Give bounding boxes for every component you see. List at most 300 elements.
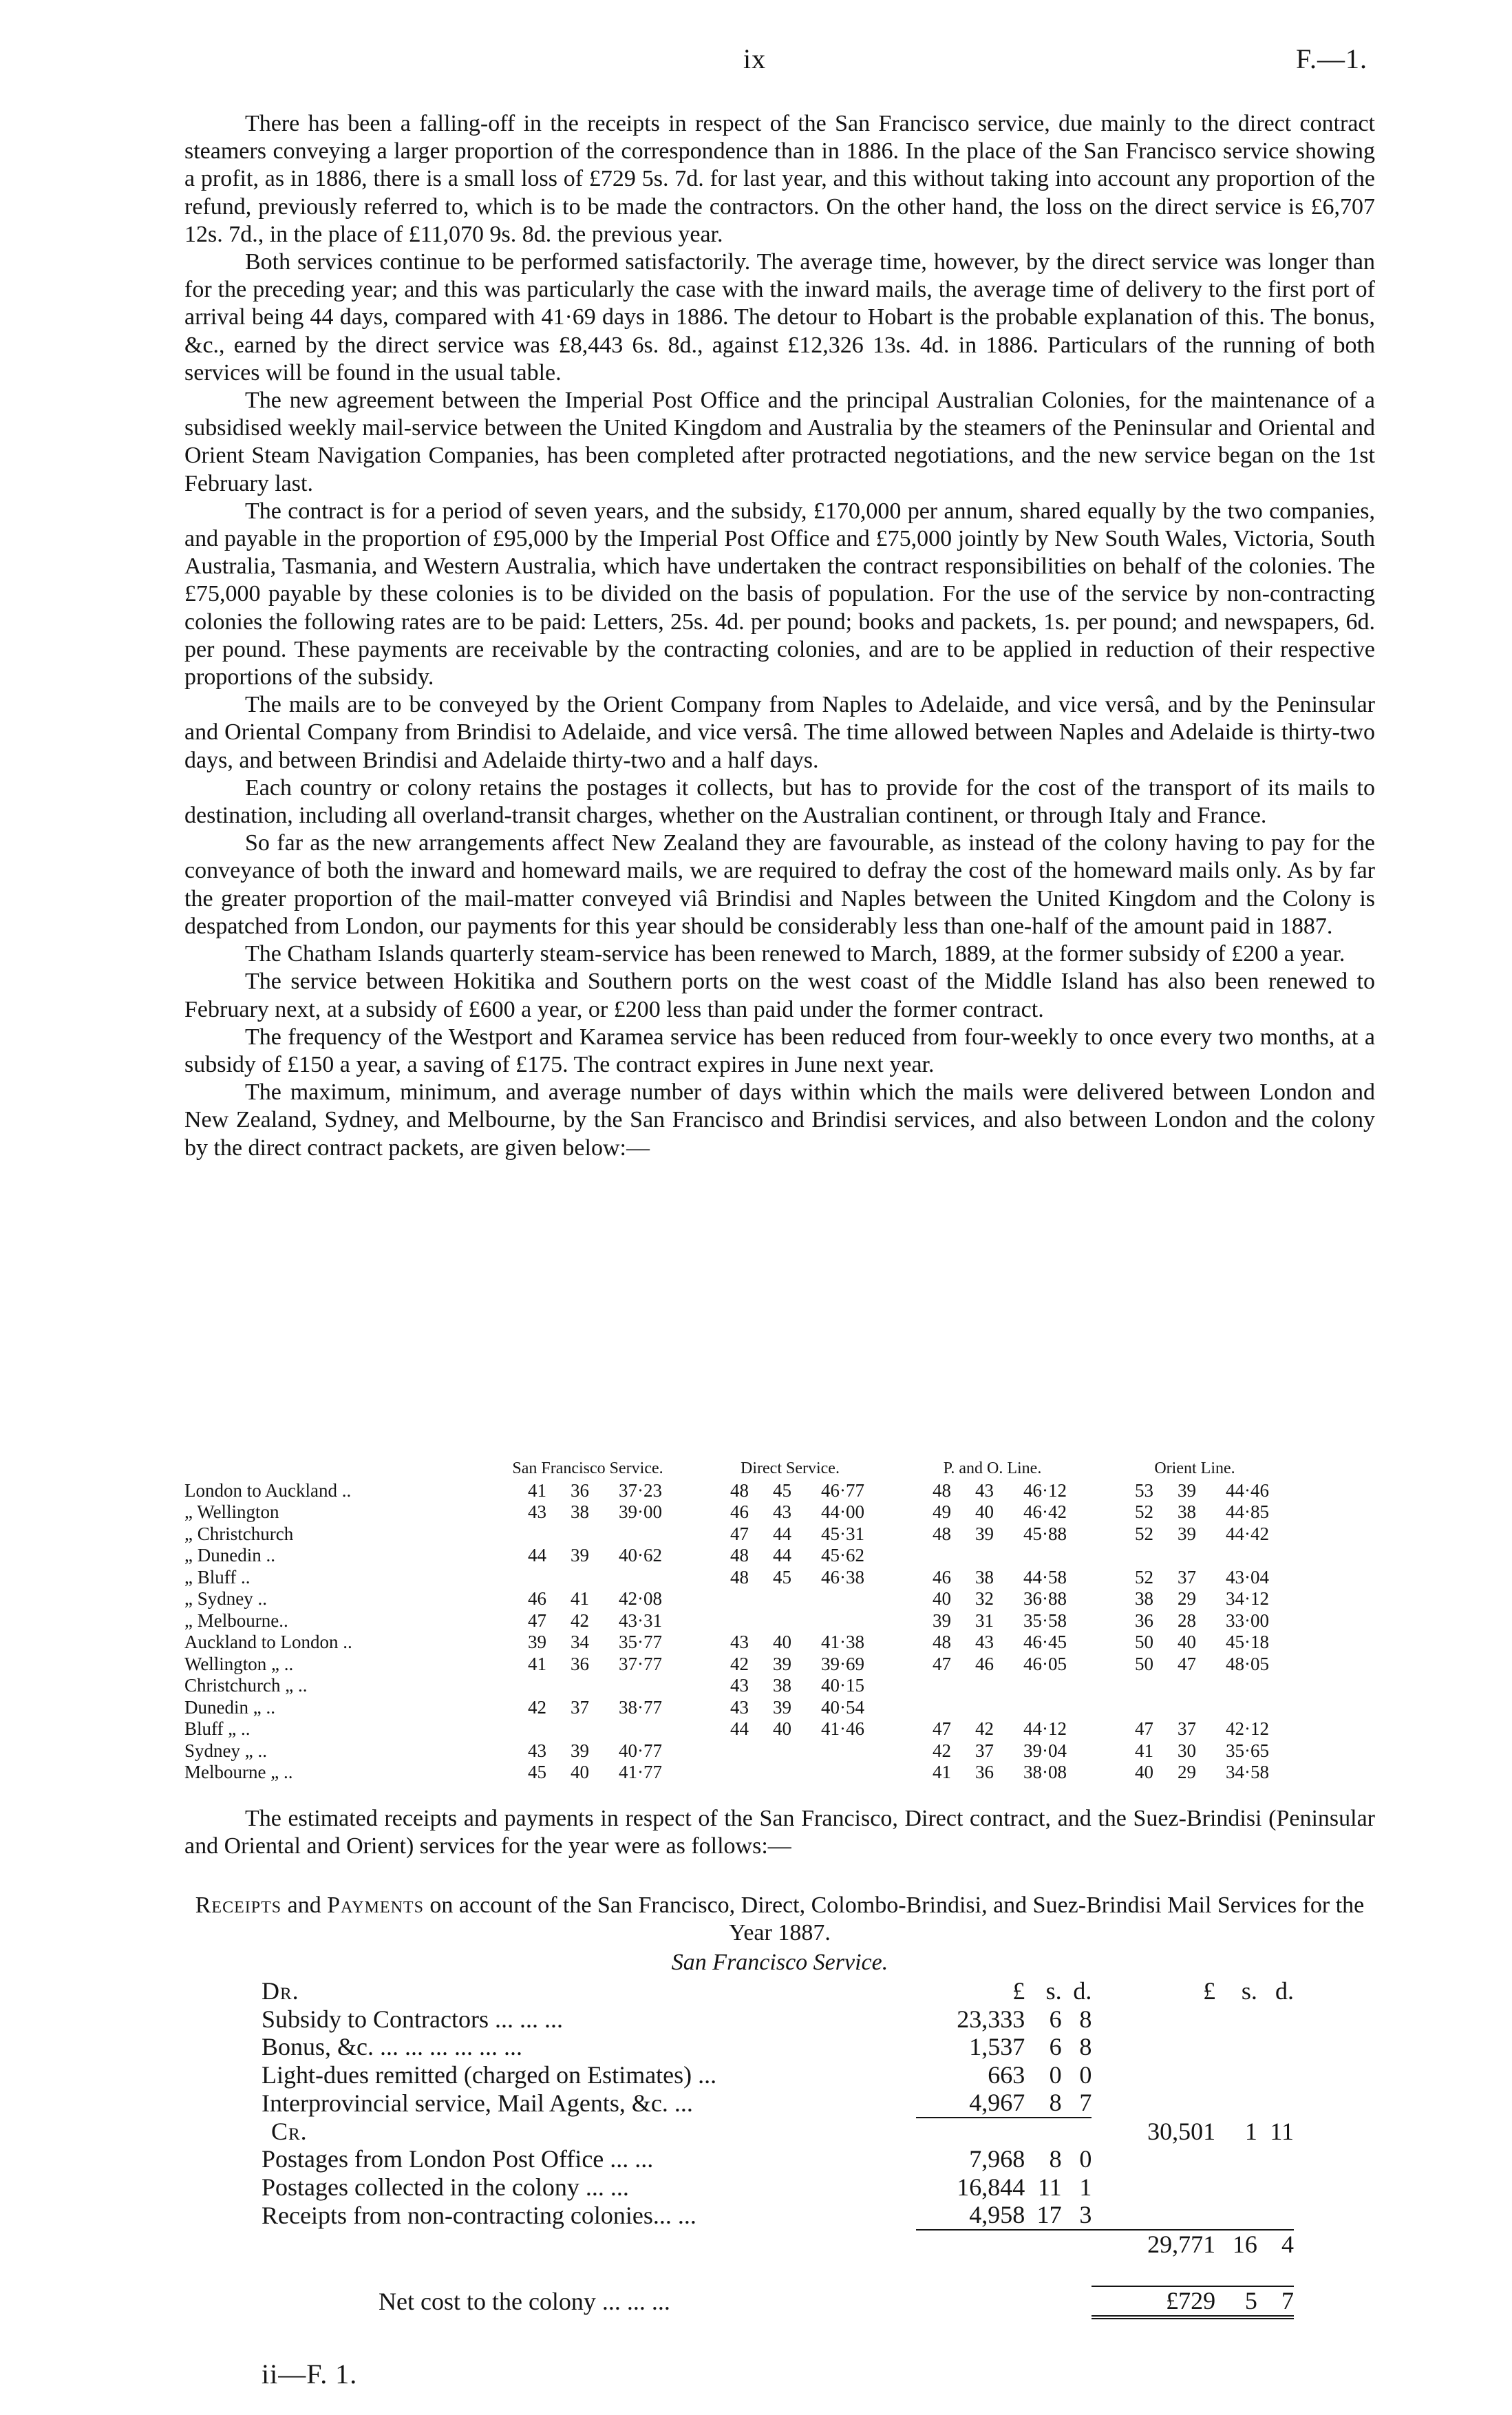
column-gap: [1072, 1654, 1115, 1676]
column-gap: [1072, 1610, 1115, 1632]
table-cell: 38·08: [1023, 1762, 1067, 1782]
table-cell: 42: [975, 1718, 994, 1739]
column-gap: [1072, 1697, 1115, 1719]
column-gap: [1072, 1523, 1115, 1546]
debit-label: Bonus, &c. ... ... ... ... ... ...: [262, 2033, 523, 2060]
table-cell: [551, 1675, 593, 1697]
table-cell: 42: [730, 1653, 749, 1674]
amount: 6: [1049, 2005, 1062, 2033]
table-cell: 40: [1135, 1762, 1153, 1782]
table-cell: 41·77: [619, 1762, 662, 1782]
table-cell: [998, 1545, 1072, 1567]
cr-label: Cr.: [271, 2117, 308, 2145]
column-gap: [668, 1697, 710, 1719]
column-gap: [1072, 1762, 1115, 1784]
heading-text: on account of the San Francisco, Direct, Colombo-Brindisi, and Suez-Brindisi Mail Services for the Year 1887.: [423, 1892, 1365, 1945]
table-cell: 42·12: [1226, 1718, 1269, 1739]
table-cell: 46: [730, 1501, 749, 1522]
column-gap: [870, 1675, 913, 1697]
debit-label: Light-dues remitted (charged on Estimates) ...: [262, 2060, 717, 2089]
table-row: [184, 1632, 1275, 1654]
table-cell: 43·31: [619, 1610, 662, 1631]
delivery-days-table: [184, 1458, 1375, 1784]
table-cell: 46·42: [1023, 1501, 1067, 1522]
route-label: „ Melbourne..: [184, 1610, 288, 1631]
table-cell: 35·58: [1023, 1610, 1067, 1631]
table-cell: 43: [975, 1632, 994, 1652]
column-gap: [668, 1675, 710, 1697]
table-cell: 47: [933, 1718, 951, 1739]
paragraph: The maximum, minimum, and average number of days within which the mails were delivered between London and New Zealand, Sydney, and Melbourne, by the San Francisco and Brindisi services, and also between London and the colony by the direct contract packets, are given below:—: [184, 1079, 1375, 1161]
table-cell: [508, 1718, 551, 1740]
table-cell: 46: [528, 1588, 546, 1609]
body-text: [184, 110, 1375, 1162]
table-cell: 46·45: [1023, 1632, 1067, 1652]
amount: 7: [1079, 2089, 1092, 2116]
column-gap: [668, 1632, 710, 1654]
table-cell: [753, 1588, 796, 1610]
table-cell: [1158, 1545, 1200, 1567]
table-cell: 37·23: [619, 1479, 662, 1501]
column-gap: [668, 1588, 710, 1610]
table-cell: [1115, 1697, 1158, 1719]
table-row: [184, 1480, 1275, 1502]
column-gap: [668, 1545, 710, 1567]
table-cell: 47: [528, 1610, 546, 1631]
currency-header: s.: [1045, 1977, 1062, 2005]
table-cell: [1200, 1675, 1275, 1697]
paragraph: Each country or colony retains the postages it collects, but has to provide for the cost of the transport of its mails to destination, including all overland-transit charges, whether on the Australian continent, or through Italy and France.: [184, 774, 1375, 829]
table-row: [184, 1740, 1275, 1762]
table-cell: 46: [975, 1653, 994, 1674]
closing-text: [184, 1805, 1375, 1860]
table-row: [184, 1610, 1275, 1632]
table-cell: [796, 1762, 870, 1784]
table-cell: 41·46: [821, 1718, 864, 1739]
heading-word: Receipts: [195, 1892, 282, 1918]
table-cell: 41: [528, 1653, 546, 1674]
table-cell: 44: [773, 1545, 791, 1565]
amount: 663: [988, 2060, 1025, 2089]
table-row: [184, 1697, 1275, 1719]
amount: 1,537: [969, 2033, 1025, 2060]
paragraph: So far as the new arrangements affect New Zealand they are favourable, as instead of the colony having to pay for the conveyance of both the inward and homeward mails, we are required to defray the cost of the homeward mails only. As by far the greater proportion of the mail-matter conveyed viâ Brindisi and Naples between the United Kingdom and the Colony is despatched from London, our payments for this year should be considerably less than one-half of the amount paid in 1887.: [184, 830, 1375, 939]
table-cell: [998, 1675, 1072, 1697]
total-amount: 29,771: [1092, 2230, 1215, 2259]
column-gap: [870, 1718, 913, 1740]
table-cell: [955, 1545, 998, 1567]
column-gap: [1072, 1480, 1115, 1502]
table-cell: 30: [1178, 1740, 1196, 1761]
column-gap: [870, 1501, 913, 1523]
table-cell: 43: [730, 1675, 749, 1696]
table-cell: 41: [571, 1588, 589, 1609]
table-cell: 38: [571, 1501, 589, 1522]
column-gap: [1072, 1675, 1115, 1697]
table-cell: 45·62: [821, 1545, 864, 1565]
table-cell: 48: [730, 1479, 749, 1501]
table-cell: 40·77: [619, 1740, 662, 1761]
column-gap: [870, 1588, 913, 1610]
table-cell: 45·88: [1023, 1523, 1067, 1544]
table-cell: 35·77: [619, 1632, 662, 1652]
table-cell: [1115, 1545, 1158, 1567]
currency-header: s.: [1241, 1977, 1257, 2005]
total-amount: 30,501: [1147, 2117, 1216, 2145]
table-cell: 52: [1135, 1523, 1153, 1544]
column-gap: [668, 1567, 710, 1589]
table-cell: 35·65: [1226, 1740, 1269, 1761]
column-gap: [870, 1740, 913, 1762]
table-cell: 40·62: [619, 1545, 662, 1565]
footer-signature: ii—F. 1.: [262, 2359, 358, 2390]
table-cell: 44: [528, 1545, 546, 1565]
column-gap: [870, 1480, 913, 1502]
page-number: ix: [743, 43, 767, 74]
table-cell: [508, 1523, 551, 1546]
table-cell: 50: [1135, 1653, 1153, 1674]
amount: 23,333: [957, 2005, 1025, 2033]
table-row: [184, 1501, 1275, 1523]
table-cell: 38: [975, 1566, 994, 1588]
credit-label: Receipts from non-contracting colonies... ...: [262, 2201, 696, 2229]
column-gap: [668, 1480, 710, 1502]
column-gap: [870, 1610, 913, 1632]
table-cell: [1200, 1545, 1275, 1567]
net-amount: £729: [1092, 2286, 1215, 2317]
table-cell: 42: [528, 1696, 546, 1718]
column-gap: [1072, 1718, 1115, 1740]
table-cell: 40·54: [821, 1696, 864, 1718]
table-cell: 34·58: [1226, 1762, 1269, 1782]
table-cell: 48·05: [1226, 1653, 1269, 1674]
net-cost-label: Net cost to the colony ... ... ...: [379, 2288, 670, 2315]
column-header: P. and O. Line.: [943, 1459, 1042, 1477]
table-cell: 36·88: [1023, 1588, 1067, 1609]
paragraph: The new agreement between the Imperial Post Office and the principal Australian Colonies, for the maintenance of a subsidised weekly mail-service between the United Kingdom and Australia by the steamers of the Peninsular and Oriental and Orient Steam Navigation Companies, has been completed after protracted negotiations, and the new service began on the 1st February last.: [184, 388, 1375, 496]
amount: 1: [1079, 2173, 1092, 2201]
paragraph: Both services continue to be performed satisfactorily. The average time, however, by the direct service was longer than for the preceding year; and this was particularly the case with the inward mails, the average time of delivery to the first port of arrival being 44 days, compared with 41·69 days in 1886. The detour to Hobart is the probable explanation of this. The bonus, &c., earned by the direct service was £8,443 6s. 8d., against £12,326 13s. 4d. in 1886. Particulars of the running of both services will be found in the usual table.: [184, 249, 1375, 386]
amount: 8: [1049, 2145, 1062, 2173]
table-cell: 39: [773, 1653, 791, 1674]
column-header: Direct Service.: [741, 1459, 840, 1477]
column-gap: [1072, 1588, 1115, 1610]
table-cell: 36: [975, 1762, 994, 1782]
column-gap: [1072, 1545, 1115, 1567]
dr-label: Dr.: [262, 1977, 299, 2005]
document-reference: F.—1.: [1295, 43, 1367, 74]
table-cell: 41: [1135, 1740, 1153, 1761]
table-cell: 45: [528, 1762, 546, 1782]
route-label: „ Christchurch: [184, 1523, 294, 1544]
column-gap: [668, 1501, 710, 1523]
paragraph: The Chatham Islands quarterly steam-service has been renewed to March, 1889, at the former subsidy of £200 a year.: [245, 941, 1345, 967]
route-label: Dunedin „ ..: [184, 1696, 275, 1718]
table-cell: 39·00: [619, 1501, 662, 1522]
amount: 6: [1049, 2033, 1062, 2060]
account-table: [262, 1977, 1294, 2319]
table-row: [184, 1588, 1275, 1610]
amount: 7,968: [969, 2145, 1025, 2173]
column-gap: [668, 1610, 710, 1632]
table-cell: [508, 1675, 551, 1697]
table-cell: 41: [528, 1479, 546, 1501]
debit-label: Interprovincial service, Mail Agents, &c. ...: [262, 2089, 693, 2117]
paragraph: The frequency of the Westport and Karamea service has been reduced from four-weekly to once every two months, at a subsidy of £150 a year, a saving of £175. The contract expires in June next year.: [184, 1024, 1375, 1077]
amount: 0: [1079, 2145, 1092, 2173]
table-cell: 48: [933, 1632, 951, 1652]
table-cell: 45·18: [1226, 1632, 1269, 1652]
column-gap: [668, 1740, 710, 1762]
column-gap: [668, 1762, 710, 1784]
table-cell: 40: [975, 1501, 994, 1522]
column-header: Orient Line.: [1154, 1459, 1235, 1477]
table-cell: 47: [1178, 1653, 1196, 1674]
table-cell: 37: [1178, 1566, 1196, 1588]
table-cell: [913, 1697, 955, 1719]
table-cell: 29: [1178, 1588, 1196, 1609]
table-cell: 39: [528, 1632, 546, 1652]
credit-label: Postages from London Post Office ... ...: [262, 2145, 654, 2173]
table-cell: 37: [1178, 1718, 1196, 1739]
table-cell: [1158, 1675, 1200, 1697]
column-gap: [1072, 1567, 1115, 1589]
table-cell: 44: [773, 1523, 791, 1544]
table-cell: 40·15: [821, 1675, 864, 1696]
table-cell: 39: [773, 1696, 791, 1718]
table-cell: 48: [933, 1523, 951, 1544]
route-label: „ Wellington: [184, 1501, 279, 1522]
table-cell: 43·04: [1226, 1566, 1269, 1588]
table-row: [184, 1654, 1275, 1676]
table-cell: 39: [1178, 1523, 1196, 1544]
route-label: Christchurch „ ..: [184, 1675, 308, 1696]
paragraph: There has been a falling-off in the receipts in respect of the San Francisco service, due mainly to the direct contract steamers conveying a larger proportion of the correspondence than in 1886. In the place of the San Francisco service showing a profit, as in 1886, there is a small loss of £729 5s. 7d. for last year, and this without taking into account any proportion of the refund, previously referred to, which is to be made the contractors. On the other hand, the loss on the direct service is £6,707 12s. 7d., in the place of £11,070 9s. 8d. the previous year.: [184, 111, 1375, 247]
table-cell: 36: [571, 1479, 589, 1501]
table-cell: 44·58: [1023, 1566, 1067, 1588]
table-cell: 39: [1178, 1479, 1196, 1501]
table-cell: 46·05: [1023, 1653, 1067, 1674]
table-cell: 44·42: [1226, 1523, 1269, 1544]
table-cell: 48: [933, 1479, 951, 1501]
table-cell: 39: [571, 1545, 589, 1565]
table-cell: 40: [571, 1762, 589, 1782]
route-label: Auckland to London ..: [184, 1632, 352, 1652]
paragraph: The service between Hokitika and Southern ports on the west coast of the Middle Island has also been renewed to February next, at a subsidy of £600 a year, or £200 less than paid under the former contract.: [184, 969, 1375, 1022]
table-cell: 40: [933, 1588, 951, 1609]
table-cell: 40: [773, 1718, 791, 1739]
table-cell: 40: [773, 1632, 791, 1652]
table-cell: 42: [933, 1740, 951, 1761]
table-cell: [913, 1545, 955, 1567]
table-cell: 47: [933, 1653, 951, 1674]
table-cell: [1158, 1697, 1200, 1719]
table-cell: [955, 1697, 998, 1719]
amount: 17: [1036, 2201, 1062, 2228]
table-cell: 38: [773, 1675, 791, 1696]
table-cell: [1115, 1675, 1158, 1697]
table-cell: 37: [975, 1740, 994, 1761]
table-cell: 48: [730, 1566, 749, 1588]
table-cell: 39: [975, 1523, 994, 1544]
amount: 4,958: [969, 2201, 1025, 2228]
table-cell: 44·12: [1023, 1718, 1067, 1739]
table-cell: 45: [773, 1566, 791, 1588]
table-cell: 39·04: [1023, 1740, 1067, 1761]
net-amount: 7: [1257, 2286, 1294, 2317]
table-cell: 45: [773, 1479, 791, 1501]
total-amount: 16: [1215, 2230, 1257, 2259]
amount: 8: [1049, 2089, 1062, 2116]
table-cell: 31: [975, 1610, 994, 1631]
table-cell: 44: [730, 1718, 749, 1739]
table-cell: 52: [1135, 1501, 1153, 1522]
table-cell: [955, 1675, 998, 1697]
table-cell: 43: [528, 1740, 546, 1761]
column-gap: [870, 1523, 913, 1546]
column-gap: [870, 1632, 913, 1654]
table-cell: 36: [571, 1653, 589, 1674]
amount: 4,967: [969, 2089, 1025, 2116]
amount: 8: [1079, 2005, 1092, 2033]
table-cell: 29: [1178, 1762, 1196, 1782]
total-amount: 4: [1257, 2230, 1294, 2259]
table-cell: [710, 1588, 753, 1610]
table-cell: 52: [1135, 1566, 1153, 1588]
table-cell: 32: [975, 1588, 994, 1609]
route-label: „ Dunedin ..: [184, 1545, 275, 1565]
table-cell: 46·12: [1023, 1479, 1067, 1501]
table-cell: [710, 1740, 753, 1762]
service-subheading: San Francisco Service.: [671, 1950, 888, 1975]
table-cell: 53: [1135, 1479, 1153, 1501]
paragraph: The contract is for a period of seven years, and the subsidy, £170,000 per annum, shared equally by the two companies, and payable in the proportion of £95,000 by the Imperial Post Office and £75,000 jointly by New South Wales, Victoria, South Australia, Tasmania, and Western Australia, which have undertaken the contract responsibilities on behalf of the colonies. The £75,000 payable by these colonies is to be divided on the basis of population. For the use of the service by non-contracting colonies the following rates are to be paid: Letters, 25s. 4d. per pound; books and packets, 1s. per pound; and newspapers, 6d. per pound. These payments are receivable by the contracting colonies, and are to be applied in reduction of their respective proportions of the subsidy.: [184, 498, 1375, 690]
route-label: Melbourne „ ..: [184, 1762, 293, 1782]
table-cell: 38: [1178, 1501, 1196, 1522]
table-cell: 38·77: [619, 1696, 662, 1718]
table-cell: [1200, 1697, 1275, 1719]
table-cell: 37·77: [619, 1653, 662, 1674]
table-cell: 41·38: [821, 1632, 864, 1652]
table-cell: 49: [933, 1501, 951, 1522]
table-cell: [710, 1610, 753, 1632]
table-cell: [551, 1567, 593, 1589]
table-cell: 38: [1135, 1588, 1153, 1609]
table-cell: 46·38: [821, 1566, 864, 1588]
table-cell: 45·31: [821, 1523, 864, 1544]
table-cell: [796, 1610, 870, 1632]
table-cell: [753, 1740, 796, 1762]
currency-header: £: [1203, 1977, 1216, 2005]
column-gap: [668, 1654, 710, 1676]
table-cell: 46·77: [821, 1479, 864, 1501]
table-row: [184, 1675, 1275, 1697]
column-gap: [668, 1523, 710, 1546]
column-gap: [870, 1697, 913, 1719]
table-cell: 42·08: [619, 1588, 662, 1609]
table-cell: [551, 1718, 593, 1740]
paragraph: The estimated receipts and payments in respect of the San Francisco, Direct contract, and the Suez-Brindisi (Peninsular and Oriental and Orient) services for the year were as follows:—: [184, 1806, 1375, 1859]
table-cell: 43: [730, 1632, 749, 1652]
table-cell: [710, 1762, 753, 1784]
table-cell: [998, 1697, 1072, 1719]
route-label: Bluff „ ..: [184, 1718, 251, 1739]
column-gap: [870, 1567, 913, 1589]
table-cell: 43: [730, 1696, 749, 1718]
column-gap: [1072, 1740, 1115, 1762]
table-cell: [593, 1718, 668, 1740]
amount: 11: [1038, 2173, 1062, 2201]
table-cell: 33·00: [1226, 1610, 1269, 1631]
table-cell: 37: [571, 1696, 589, 1718]
table-row: [184, 1567, 1275, 1589]
column-gap: [870, 1545, 913, 1567]
table-row: [184, 1718, 1275, 1740]
table-cell: 34: [571, 1632, 589, 1652]
table-cell: [913, 1675, 955, 1697]
table-cell: [796, 1588, 870, 1610]
amount: 8: [1079, 2033, 1092, 2060]
route-label: „ Sydney ..: [184, 1588, 267, 1609]
table-cell: 36: [1135, 1610, 1153, 1631]
column-gap: [870, 1762, 913, 1784]
amount: 3: [1079, 2201, 1092, 2228]
route-label: London to Auckland ..: [184, 1479, 352, 1501]
table-row: [184, 1523, 1275, 1546]
table-cell: 44·46: [1226, 1479, 1269, 1501]
table-cell: 39·69: [821, 1653, 864, 1674]
column-gap: [1072, 1501, 1115, 1523]
table-row: [184, 1762, 1275, 1784]
table-cell: [593, 1675, 668, 1697]
currency-header: d.: [1073, 1977, 1092, 2005]
table-cell: 47: [730, 1523, 749, 1544]
table-cell: 28: [1178, 1610, 1196, 1631]
table-cell: [551, 1523, 593, 1546]
column-gap: [1072, 1632, 1115, 1654]
paragraph: The mails are to be conveyed by the Orient Company from Naples to Adelaide, and vice versâ, and by the Peninsular and Oriental Company from Brindisi to Adelaide, and vice versâ. The time allowed between Naples and Adelaide is thirty-two days, and between Brindisi and Adelaide thirty-two and a half days.: [184, 692, 1375, 773]
page-header: [0, 43, 1512, 84]
table-cell: 43: [975, 1479, 994, 1501]
column-header: San Francisco Service.: [512, 1459, 663, 1477]
credit-label: Postages collected in the colony ... ...: [262, 2173, 629, 2201]
receipts-heading: [184, 1892, 1375, 1947]
table-cell: 44·85: [1226, 1501, 1269, 1522]
table-cell: 50: [1135, 1632, 1153, 1652]
table-cell: 42: [571, 1610, 589, 1631]
total-amount: 1: [1244, 2117, 1257, 2145]
table-cell: [796, 1740, 870, 1762]
column-gap: [870, 1654, 913, 1676]
table-row: [184, 1545, 1275, 1567]
currency-header: d.: [1275, 1977, 1294, 2005]
table-cell: 43: [528, 1501, 546, 1522]
table-cell: [593, 1567, 668, 1589]
column-gap: [668, 1718, 710, 1740]
route-label: Sydney „ ..: [184, 1740, 267, 1761]
amount: 16,844: [957, 2173, 1025, 2201]
table-cell: [593, 1523, 668, 1546]
amount: 0: [1079, 2060, 1092, 2089]
table-cell: 39: [571, 1740, 589, 1761]
table-cell: 47: [1135, 1718, 1153, 1739]
net-amount: 5: [1215, 2286, 1257, 2317]
table-cell: 39: [933, 1610, 951, 1631]
debit-label: Subsidy to Contractors ... ... ...: [262, 2005, 563, 2033]
route-label: „ Bluff ..: [184, 1566, 251, 1588]
table-cell: 34·12: [1226, 1588, 1269, 1609]
table-cell: [753, 1610, 796, 1632]
